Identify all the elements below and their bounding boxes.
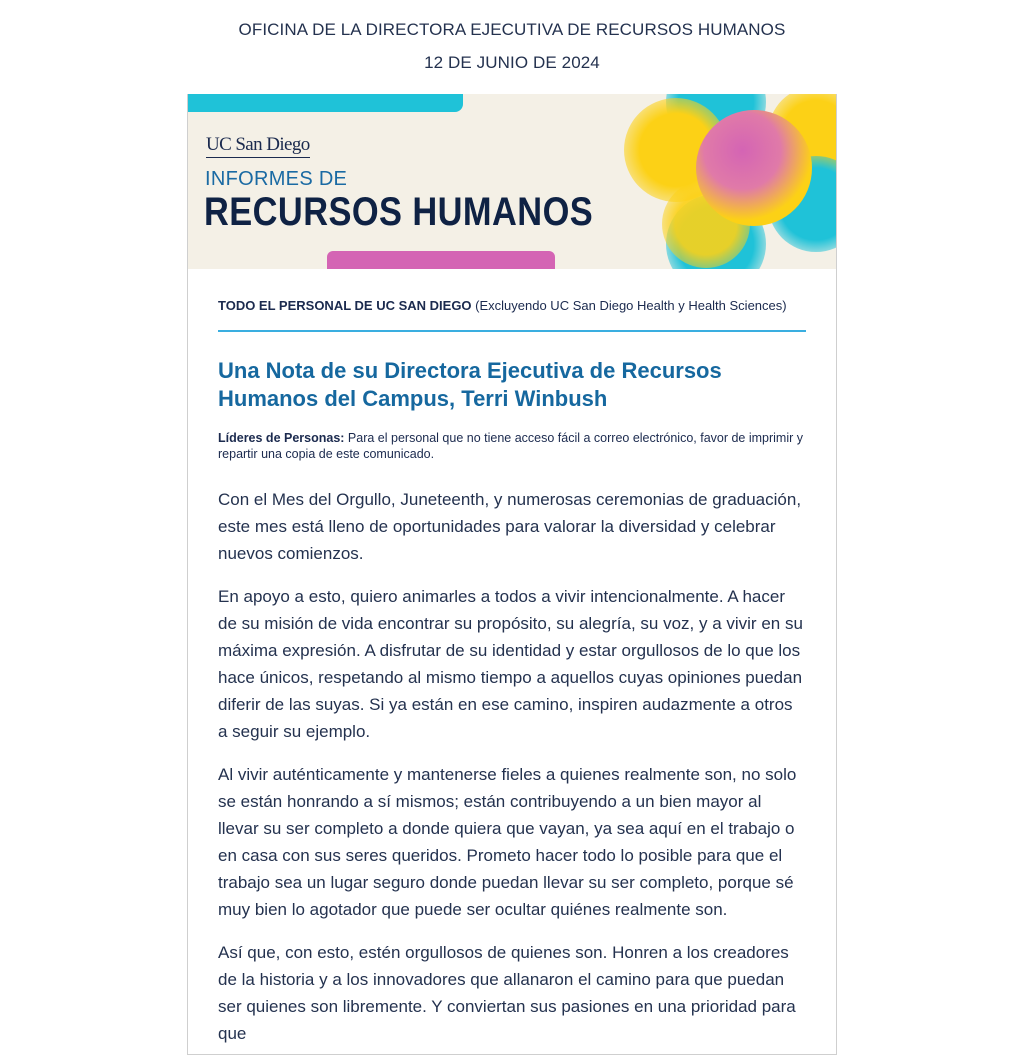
office-line: OFICINA DE LA DIRECTORA EJECUTIVA DE RECURSOS HUMANOS [238, 20, 786, 39]
uc-san-diego-logo: UC San Diego [206, 134, 310, 158]
banner [188, 94, 836, 269]
paragraph-1: Con el Mes del Orgullo, Juneteenth, y numerosas ceremonias de graduación, este mes está lleno de oportunidades para valorar la diversidad y celebrar nuevos comienzos. [218, 490, 802, 563]
teal-accent-bar [188, 94, 463, 112]
pink-accent-bar [327, 251, 555, 269]
banner-title: RECURSOS HUMANOS [204, 190, 594, 234]
article-headline: Una Nota de su Directora Ejecutiva de Recursos Humanos del Campus, Terri Winbush [218, 358, 722, 411]
audience-rest: (Excluyendo UC San Diego Health y Health Sciences) [471, 298, 787, 313]
leaders-note [218, 430, 806, 462]
leaders-note-text: Para el personal que no tiene acceso fácil a correo electrónico, favor de imprimir y repartir una copia de este comunicado. [218, 431, 804, 461]
audience-line [218, 298, 806, 313]
leaders-note-bold: Líderes de Personas: [218, 431, 345, 445]
decorative-circles-graphic [616, 94, 836, 269]
newsletter-card [187, 94, 837, 1055]
audience-bold: TODO EL PERSONAL DE UC SAN DIEGO [218, 298, 472, 313]
date-line: 12 DE JUNIO DE 2024 [424, 53, 600, 72]
banner-subtitle: INFORMES DE [205, 168, 348, 190]
paragraph-2: En apoyo a esto, quiero animarles a todos a vivir intencionalmente. A hacer de su misión de vida encontrar su propósito, su alegría, su voz, y a vivir en su máxima expresión. A disfrutar de su identidad y estar orgullosos de lo que los hace únicos, respetando al mismo tiempo a aquellos cuyas opiniones puedan diferir de las suyas. Si ya están en ese camino, inspiren audazmente a otros a seguir su ejemplo. [218, 587, 803, 741]
paragraph-4: Así que, con esto, estén orgullosos de quienes son. Honren a los creadores de la historia y a los innovadores que allanaron el camino para que puedan ser quienes son libremente. Y conviertan sus pasiones en una prioridad para que [218, 943, 796, 1043]
divider [218, 330, 806, 332]
paragraph-3: Al vivir auténticamente y mantenerse fieles a quienes realmente son, no solo se están honrando a sí mismos; están contribuyendo a un bien mayor al llevar su ser completo a donde quiera que vayan, ya sea aquí en el trabajo o en casa con sus seres queridos. Prometo hacer todo lo posible para que el trabajo sea un lugar seguro donde puedan llevar su ser completo, porque sé muy bien lo agotador que puede ser ocultar quiénes realmente son. [218, 765, 797, 919]
circle-pink-center [696, 110, 812, 226]
